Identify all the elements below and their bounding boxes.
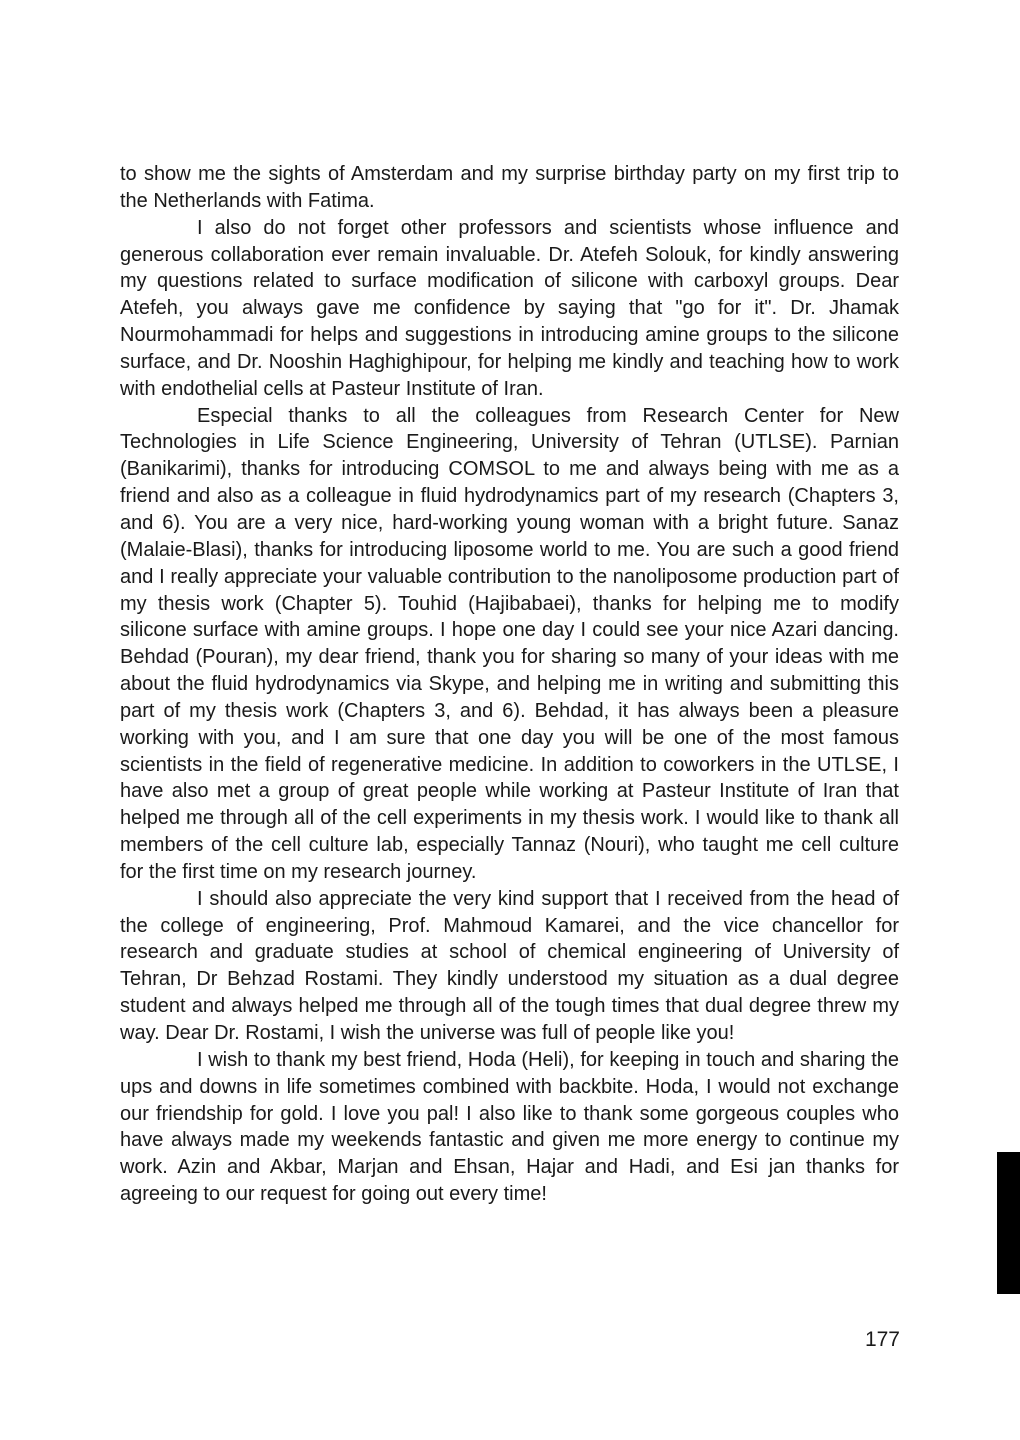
paragraph-colleagues: Especial thanks to all the colleagues from Research Center for New Technologies in Life Science Engineering, University of Tehran (UTLSE). Parnian (Banikarimi), thanks for introducing COMSOL to me and always being with me as a friend and also as a colleague in fluid hydrodynamics part of my research (Chapters 3, and 6). You are a very nice, hard-working young woman with a bright future. Sanaz (Malaie-Blasi), thanks for introducing liposome world to me. You are such a good friend and I really appreciate your valuable contribution to the nanoliposome production part of my thesis work (Chapter 5). Touhid (Hajibabaei), thanks for helping me to modify silicone surface with amine groups. I hope one day I could see your nice Azari dancing. Behdad (Pouran), my dear friend, thank you for sharing so many of your ideas with me about the fluid hydrodynamics via Skype, and helping me in writing and submitting this part of my thesis work (Chapters 3, and 6). Behdad, it has always been a pleasure working with you, and I am sure that one day you will be one of the most famous scientists in the field of regenerative medicine. In addition to coworkers in the UTLSE, I have also met a group of great people while working at Pasteur Institute of Iran that helped me through all of the cell experiments in my thesis work. I would like to thank all members of the cell culture lab, especially Tannaz (Nouri), who taught me cell culture for the first time on my research journey.	[120, 404, 899, 883]
paragraph-support: I should also appreciate the very kind support that I received from the head of the college of engineering, Prof. Mahmoud Kamarei, and the vice chancellor for research and graduate studies at school of chemical engineering of University of Tehran, Dr Behzad Rostami. They kindly understood my situation as a dual degree student and always helped me through all of the tough times that dual degree threw my way. Dear Dr. Rostami, I wish the universe was full of people like you!	[120, 887, 899, 1044]
section-thumb-tab	[997, 1152, 1020, 1294]
paragraph-professors: I also do not forget other professors and scientists whose influence and generous collaboration ever remain invaluable. Dr. Atefeh Solouk, for kindly answering my questions related to surface modification of silicone with carboxyl groups. Dear Atefeh, you always gave me confidence by saying that "go for it". Dr. Jhamak Nourmohammadi for helps and suggestions in introducing amine groups to the silicone surface, and Dr. Nooshin Haghighipour, for helping me kindly and teaching how to work with endothelial cells at Pasteur Institute of Iran.	[120, 216, 899, 400]
paragraph-friends: I wish to thank my best friend, Hoda (Heli), for keeping in touch and sharing the ups and downs in life sometimes combined with backbite. Hoda, I would not exchange our friendship for gold. I love you pal! I also like to thank some gorgeous couples who have always made my weekends fantastic and given me more energy to continue my work. Azin and Akbar, Marjan and Ehsan, Hajar and Hadi, and Esi jan thanks for agreeing to our request for going out every time!	[120, 1048, 899, 1206]
paragraph-continuation: to show me the sights of Amsterdam and my surprise birthday party on my first trip to the Netherlands with Fatima.	[120, 163, 899, 212]
page-number: 177	[864, 1328, 900, 1351]
page-body	[120, 161, 899, 1208]
